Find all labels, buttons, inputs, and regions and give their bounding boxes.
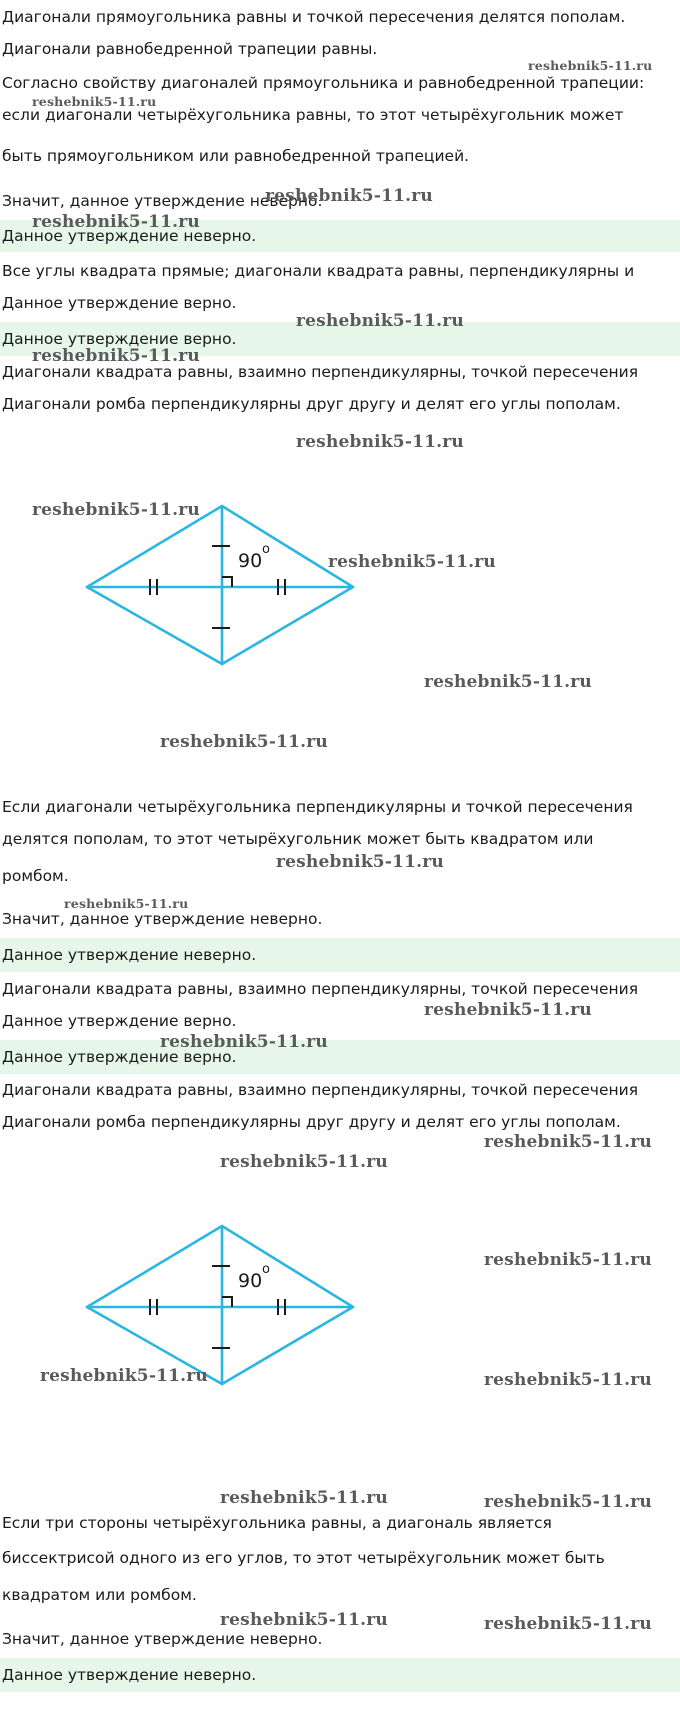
watermark: reshebnik5-11.ru <box>265 186 433 206</box>
text-line: Диагонали равнобедренной трапеции равны. <box>2 40 378 58</box>
answer-text: Данное утверждение верно. <box>2 1048 237 1066</box>
watermark: reshebnik5-11.ru <box>40 1366 208 1386</box>
text-line: Согласно свойству диагоналей прямоугольника и равнобедренной трапеции: <box>2 74 645 92</box>
watermark: reshebnik5-11.ru <box>276 852 444 872</box>
angle-label: 90 <box>238 1270 263 1292</box>
text-line: Диагонали прямоугольника равны и точкой пересечения делятся пополам. <box>2 8 626 26</box>
text-line: биссектрисой одного из его углов, то этот четырёхугольник может быть <box>2 1549 605 1567</box>
text-line: Если три стороны четырёхугольника равны, а диагональ является <box>2 1514 552 1532</box>
watermark: reshebnik5-11.ru <box>32 346 200 366</box>
degree-mark: o <box>262 542 270 557</box>
watermark: reshebnik5-11.ru <box>220 1488 388 1508</box>
watermark: reshebnik5-11.ru <box>296 432 464 452</box>
text-line: квадратом или ромбом. <box>2 1586 197 1604</box>
watermark: reshebnik5-11.ru <box>296 311 464 331</box>
text-line: Данное утверждение верно. <box>2 1012 237 1030</box>
text-line: Диагонали ромба перпендикулярны друг другу и делят его углы пополам. <box>2 1113 621 1131</box>
answer-text: Данное утверждение неверно. <box>2 1666 257 1684</box>
text-line: Данное утверждение верно. <box>2 294 237 312</box>
rhombus-shape <box>87 1226 353 1384</box>
watermark: reshebnik5-11.ru <box>32 212 200 232</box>
text-line: Диагонали ромба перпендикулярны друг другу и делят его углы пополам. <box>2 395 621 413</box>
watermark: reshebnik5-11.ru <box>424 1000 592 1020</box>
watermark: reshebnik5-11.ru <box>328 552 496 572</box>
text-line: Значит, данное утверждение неверно. <box>2 910 323 928</box>
text-line: ромбом. <box>2 867 69 885</box>
text-line: Диагонали квадрата равны, взаимно перпендикулярны, точкой пересечения <box>2 980 639 998</box>
watermark: reshebnik5-11.ru <box>64 896 189 911</box>
watermark: reshebnik5-11.ru <box>528 58 653 73</box>
answer-text: Данное утверждение неверно. <box>2 946 257 964</box>
text-line: Значит, данное утверждение неверно. <box>2 192 323 210</box>
watermark: reshebnik5-11.ru <box>160 732 328 752</box>
watermark: reshebnik5-11.ru <box>160 1032 328 1052</box>
text-line: Все углы квадрата прямые; диагонали квадрата равны, перпендикулярны и <box>2 262 635 280</box>
watermark: reshebnik5-11.ru <box>484 1370 652 1390</box>
text-line: быть прямоугольником или равнобедренной трапецией. <box>2 147 470 165</box>
watermark: reshebnik5-11.ru <box>220 1152 388 1172</box>
text-line: Диагонали квадрата равны, взаимно перпендикулярны, точкой пересечения <box>2 363 639 381</box>
answer-text: Данное утверждение верно. <box>2 330 237 348</box>
text-line: Диагонали квадрата равны, взаимно перпендикулярны, точкой пересечения <box>2 1081 639 1099</box>
watermark: reshebnik5-11.ru <box>220 1610 388 1630</box>
degree-mark: o <box>262 1262 270 1277</box>
watermark: reshebnik5-11.ru <box>484 1614 652 1634</box>
watermark: reshebnik5-11.ru <box>484 1492 652 1512</box>
watermark: reshebnik5-11.ru <box>484 1132 652 1152</box>
rhombus-shape <box>87 506 353 664</box>
watermark: reshebnik5-11.ru <box>32 94 157 109</box>
watermark: reshebnik5-11.ru <box>424 672 592 692</box>
answer-text: Данное утверждение неверно. <box>2 227 257 245</box>
text-line: если диагонали четырёхугольника равны, то этот четырёхугольник может <box>2 106 624 124</box>
angle-label: 90 <box>238 550 263 572</box>
text-line: Если диагонали четырёхугольника перпендикулярны и точкой пересечения <box>2 798 633 816</box>
text-line: Значит, данное утверждение неверно. <box>2 1630 323 1648</box>
watermark: reshebnik5-11.ru <box>32 500 200 520</box>
watermark: reshebnik5-11.ru <box>484 1250 652 1270</box>
text-line: делятся пополам, то этот четырёхугольник может быть квадратом или <box>2 830 594 848</box>
